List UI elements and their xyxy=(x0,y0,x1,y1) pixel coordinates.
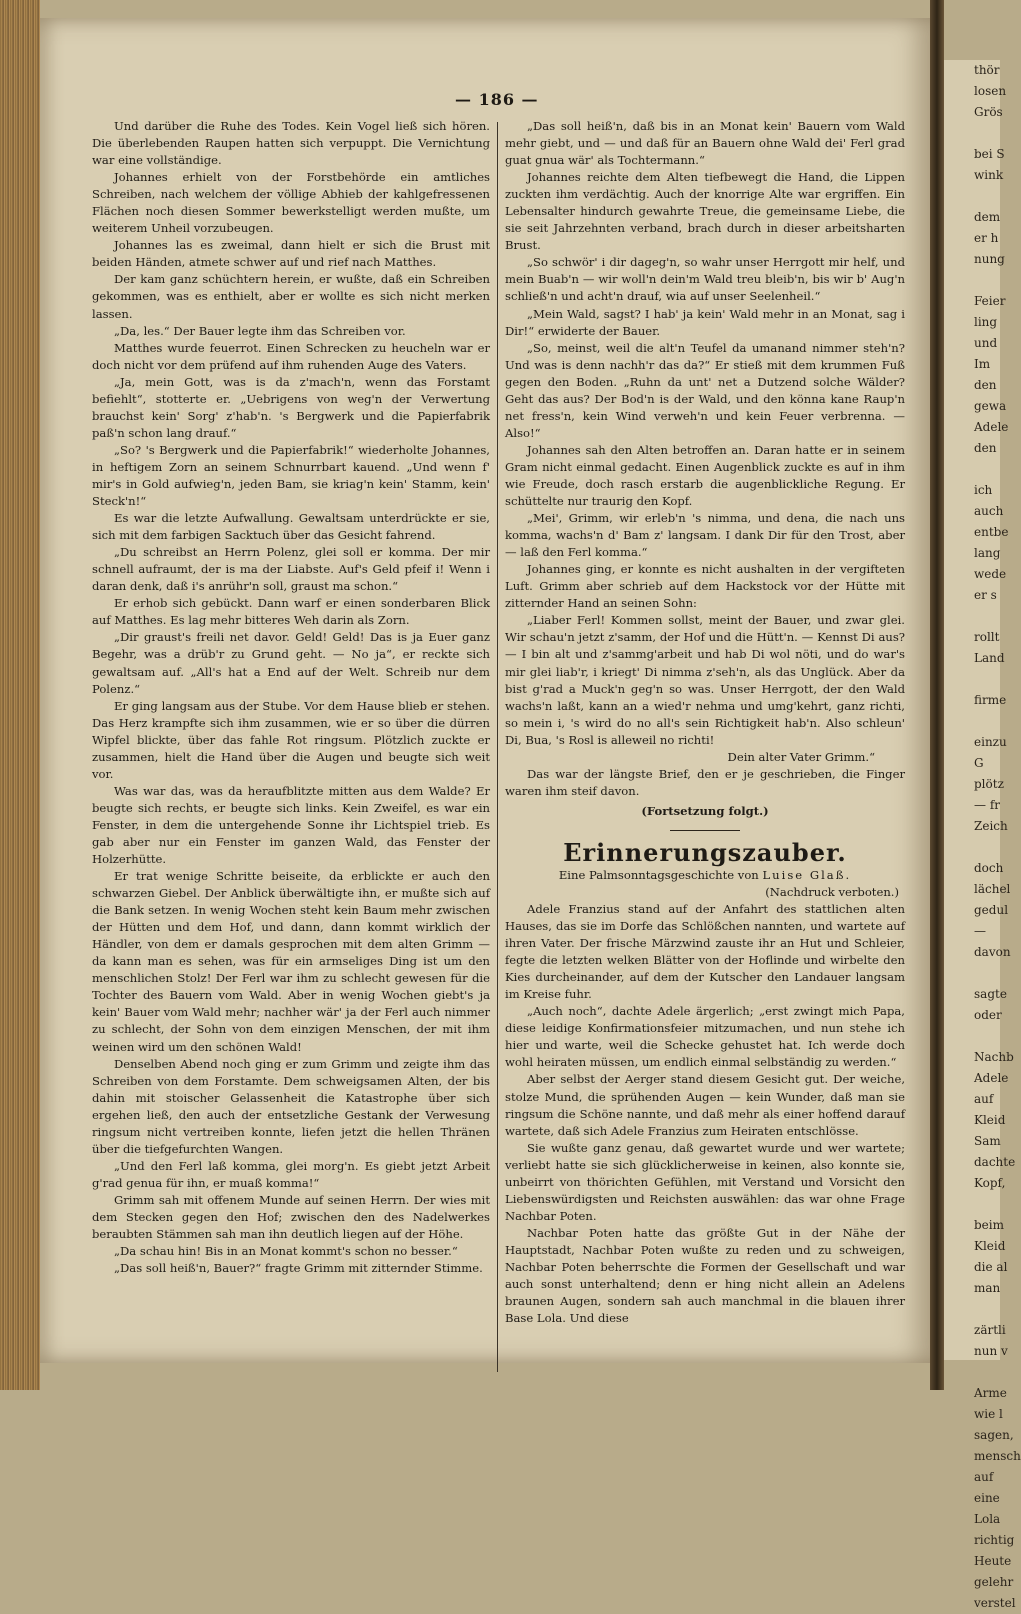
fragment-line: gelehr xyxy=(974,1575,1014,1589)
fragment-line: firme xyxy=(974,693,1007,707)
fragment-line: die al xyxy=(974,1260,1008,1274)
column-divider xyxy=(497,122,498,1372)
fragment-line: mensch xyxy=(974,1449,1021,1463)
fragment-line: man xyxy=(974,1281,1001,1295)
fragment-line: losen xyxy=(974,84,1007,98)
fragment-line: Im xyxy=(974,357,991,371)
separator-rule xyxy=(670,830,740,831)
paragraph: „Dir graust's freili net davor. Geld! Geld! Das is ja Euer ganz Begehr, was a drüb'r zu Grund geht. — No ja“, er reckte sich gewaltsam auf. „All's hat a End auf der Welt. Schreib nur dem Polenz.“ xyxy=(92,630,490,696)
fragment-line xyxy=(944,669,1000,690)
fragment-line xyxy=(944,1194,1000,1215)
paragraph: Johannes reichte dem Alten tiefbewegt die Hand, die Lippen zuckten ihm verdächtig. Auch der knorrige Alte war ergriffen. Ein Lebensalter hindurch gewahrte Treue, die gemeinsame Liebe, die sie seit Jahrzehnten verband, brach durch in dieser arbeitsharten Brust. xyxy=(505,170,905,253)
fragment-line xyxy=(944,270,1000,291)
paragraph: Es war die letzte Aufwallung. Gewaltsam unterdrückte er sie, sich mit dem farbigen Sacktuch über das Gesicht fahrend. xyxy=(92,511,490,543)
paragraph: Aber selbst der Aerger stand diesem Gesicht gut. Der weiche, stolze Mund, die sprühenden Augen — kein Wunder, daß man sie ringsum die Schöne nannte, und daß mehr als einer hoffend darauf wartete, daß sich Adele Franzius zum Heiraten entschlösse. xyxy=(505,1072,905,1138)
fragment-line: Heute xyxy=(974,1554,1012,1568)
fragment-line xyxy=(944,1362,1000,1383)
fragment-line: auf xyxy=(974,1470,994,1484)
fragment-line: den xyxy=(974,378,997,392)
fragment-line: ich xyxy=(974,483,993,497)
fragment-line: Adele xyxy=(974,420,1009,434)
fragment-line: — xyxy=(974,924,986,938)
paragraph: Adele Franzius stand auf der Anfahrt des stattlichen alten Hauses, das sie im Dorfe das Schlößchen nannten, und wartete auf ihren Vater. Der frische Märzwind zauste ihr an Hut und Schleier, fegte die letzten welken Blätter von der Hoflinde und wirbelte den Kies durcheinander, auf dem der Kutscher den Landauer langsam im Kreise fuhr. xyxy=(505,902,905,1002)
fragment-line: thör xyxy=(974,63,1000,77)
fragment-line: bei S xyxy=(974,147,1005,161)
right-column xyxy=(505,118,905,1327)
continued-notice: (Fortsetzung folgt.) xyxy=(641,803,769,818)
fragment-line: den xyxy=(974,441,997,455)
book-gutter xyxy=(930,0,944,1390)
fragment-line: Adele xyxy=(974,1071,1009,1085)
fragment-line xyxy=(944,606,1000,627)
fragment-line: Land xyxy=(974,651,1005,665)
paragraph: „So, meinst, weil die alt'n Teufel da umanand nimmer steh'n? Und was is denn nachh'r das da?“ Er stieß mit dem krummen Fuß gegen den Boden. „Ruhn da unt' net a Dutzend solche Wälder? Geht das aus? Der Bod'n is der Wald, und den könna kane Raup'n net fress'n, kein Wind verweh'n und kein Feuer verbrenna. — Also!“ xyxy=(505,340,905,440)
fragment-line: dachte xyxy=(974,1155,1016,1169)
fragment-line: sagen, xyxy=(974,1428,1014,1442)
fragment-line: oder xyxy=(974,1008,1002,1022)
paragraph: Matthes wurde feuerrot. Einen Schrecken zu heucheln war er doch nicht vor dem prüfend auf ihm ruhenden Auge des Vaters. xyxy=(92,340,490,372)
fragment-line: nung xyxy=(974,252,1005,266)
paragraph: Johannes ging, er konnte es nicht aushalten in der vergifteten Luft. Grimm aber schrieb auf dem Hackstock vor der Hütte mit zitternder Hand an seinen Sohn: xyxy=(505,562,905,611)
fragment-line: wede xyxy=(974,567,1007,581)
fragment-line: Arme xyxy=(974,1386,1007,1400)
paragraph: Grimm sah mit offenem Munde auf seinen Herrn. Der wies mit dem Stecken gegen den Hof; zwischen den des Nadelwerkes beraubten Stämmen sah man ihn deutlich liegen auf der Höhe. xyxy=(92,1192,490,1242)
fragment-line: rollt xyxy=(974,630,1000,644)
paragraph: Er ging langsam aus der Stube. Vor dem Hause blieb er stehen. Das Herz krampfte sich ihm zusammen, wie er so über die dürren Wipfel blickte, über das fahle Rot ringsum. Plötzlich zuckte er zusammen, hielt die Hand über die Augen und beugte sich weit vor. xyxy=(92,698,490,781)
paragraph: Johannes las es zweimal, dann hielt er sich die Brust mit beiden Händen, atmete schwer auf und rief nach Matthes. xyxy=(92,238,490,270)
fragment-line: und xyxy=(974,336,998,350)
fragment-line xyxy=(944,711,1000,732)
fragment-line: G xyxy=(974,756,984,770)
paragraph: „Du schreibst an Herrn Polenz, glei soll er komma. Der mir schnell aufraumt, der is ma der Liabste. Auf's Geld pfeif i! Wenn i daran denk, daß i's anrühr'n soll, graust ma schon.“ xyxy=(92,545,490,594)
paragraph: „Auch noch“, dachte Adele ärgerlich; „erst zwingt mich Papa, diese leidige Konfirmationsfeier mitzumachen, und nun stehe ich hier und warte, weil die Schecke gehustet hat. Ich werde doch wohl heiraten müssen, um endlich einmal selbständig zu werden.“ xyxy=(505,1004,905,1070)
article-title: Erinnerungszauber. xyxy=(563,837,847,867)
fragment-line: beim xyxy=(974,1218,1004,1232)
paragraph: Denselben Abend noch ging er zum Grimm und zeigte ihm das Schreiben von dem Forstamte. Dem schweigsamen Alten, der bis dahin mit stoischer Gelassenheit die Katastrophe über sich ergehen ließ, den auch der entsetzliche Gestank der Verwesung ringsum nicht vertreiben konnte, liefen jetzt die hellen Thränen über die tiefgefurchten Wangen. xyxy=(92,1056,490,1156)
fragment-line: lächel xyxy=(974,882,1011,896)
story-closing-paragraph: Das war der längste Brief, den er je geschrieben, die Finger waren ihm steif davon. xyxy=(505,766,905,798)
fragment-line xyxy=(944,1026,1000,1047)
fragment-line: davon xyxy=(974,945,1011,959)
fragment-line: wink xyxy=(974,168,1004,182)
fragment-line: plötz xyxy=(974,777,1004,791)
paragraph: „So? 's Bergwerk und die Papierfabrik!“ wiederholte Johannes, in heftigem Zorn an seinem Schnurrbart kauend. „Und wenn f' mir's in Gold aufwieg'n, jeden Bam, sie kriag'n kein' Stamm, kein' Steck'n!“ xyxy=(92,442,490,509)
new-story-body xyxy=(505,901,905,1327)
paragraph: Sie wußte ganz genau, daß gewartet wurde und wer wartete; verliebt hatte sie sich glücklicherweise in keinen, also konnte sie, unbeirrt von thörichten Gefühlen, mit Verstand und Vorsicht den Liebenswürdigsten und Reichsten auswählen: das war ohne Frage Nachbar Poten. xyxy=(505,1140,905,1223)
book-page-edges xyxy=(0,0,40,1390)
fragment-line: auf xyxy=(974,1092,994,1106)
paragraph: „Ja, mein Gott, was is da z'mach'n, wenn das Forstamt befiehlt“, stotterte er. „Uebrigens von weg'n der Verwertung brauchst kein' Sorg' z'hab'n. 's Bergwerk und die Papierfabrik paß'n schon lang drauf.“ xyxy=(92,374,490,440)
fragment-line xyxy=(944,459,1000,480)
fragment-line: Nachb xyxy=(974,1050,1014,1064)
paragraph: „Das soll heiß'n, Bauer?“ fragte Grimm mit zitternder Stimme. xyxy=(114,1261,483,1276)
fragment-line: lang xyxy=(974,546,1001,560)
paragraph: Er trat wenige Schritte beiseite, da erblickte er auch den schwarzen Giebel. Der Anblick überwältigte ihn, er mußte sich auf die Bank setzen. In wenig Wochen steht kein Baum mehr zwischen der Hütten und dem Hof, und dann, dann kommt wirklich der Händler, von dem er damals gesprochen mit dem alten Grimm — da kann man es sehen, was für ein armseliges Ding ist um den menschlichen Stolz! Der Ferl war ihm zu schlecht gewesen für die Tochter des Bauern vom Wald. Aber in wenig Wochen giebt's ja kein' Bauer vom Wald mehr; nachher wär' ja der Ferl auch nimmer zu schlecht, der Sohn von dem einzigen Menschen, der mit ihm weinen wird um den schönen Wald! xyxy=(92,869,490,1054)
fragment-line: wie l xyxy=(974,1407,1003,1421)
paragraph: „Liaber Ferl! Kommen sollst, meint der Bauer, und zwar glei. Wir schau'n jetzt z'samm, der Hof und die Hütt'n. — Kennst Di aus? — I bin alt und z'sammg'arbeit und hab Di wol nöti, und do war's mir glei liab'r, i kriegt' Di nimma z'seh'n, als das Unglück. Aber da bist g'rad a Muck'n geg'n so was. Unser Herrgott, der den Wald wachs'n laßt, kann an a wied'r nehma und umg'kehrt, ganz richti, so mein i, 's wird do no all's sein Richtigkeit hab'n. Also schleun' Di, Bua, 's Rosl is alleweil no richti! xyxy=(505,613,905,747)
fragment-line: Zeich xyxy=(974,819,1008,833)
paragraph: „Da schau hin! Bis in an Monat kommt's schon no besser.“ xyxy=(114,1244,458,1259)
paragraph: „Mein Wald, sagst? I hab' ja kein' Wald mehr in an Monat, sag i Dir!“ erwiderte der Bauer. xyxy=(505,306,905,338)
adjacent-page-fragment xyxy=(944,60,1021,1610)
fragment-line: einzu xyxy=(974,735,1007,749)
paragraph: Nachbar Poten hatte das größte Gut in der Nähe der Hauptstadt, Nachbar Poten wußte zu reden und zu schweigen, Nachbar Poten beherrschte die Formen der Gesellschaft und war auch sonst unterhaltend; denn er hing nicht allein an Adelens braunen Augen, sondern sah auch manchmal in die blauen ihrer Base Lola. Und diese xyxy=(505,1225,905,1326)
fragment-line: Kopf, xyxy=(974,1176,1006,1190)
fragment-line: Lola xyxy=(974,1512,1001,1526)
paragraph: Was war das, was da heraufblitzte mitten aus dem Walde? Er beugte sich rechts, er beugte sich links. Kein Zweifel, es war ein Fenster, in dem die untergehende Sonne ihr Lichtspiel trieb. Es gab aber nur ein Fenster im ganzen Wald, das Fenster der Holzerhütte. xyxy=(92,783,490,867)
paragraph: Johannes erhielt von der Forstbehörde ein amtliches Schreiben, nach welchem der völlige Abhieb der kahlgefressenen Flächen noch diesen Sommer bewerkstelligt werden mußte, um weiterem Unheil vorzubeugen. xyxy=(92,170,490,236)
article-author: Luise Glaß. xyxy=(762,867,852,882)
subtitle-prefix: Eine Palmsonntagsgeschichte von xyxy=(558,867,759,882)
fragment-line: doch xyxy=(974,861,1004,875)
fragment-line: nun v xyxy=(974,1344,1008,1358)
fragment-line: eine xyxy=(974,1491,1000,1505)
fragment-line: auch xyxy=(974,504,1004,518)
left-column xyxy=(92,118,490,1277)
letter-signature: Dein alter Vater Grimm.“ xyxy=(727,749,875,764)
paragraph: Johannes sah den Alten betroffen an. Daran hatte er in seinem Gram nicht einmal gedacht. Einen Augenblick zuckte es auf in ihm wie Freude, doch rasch erstarb die augenblickliche Regung. Er schüttelte nur traurig den Kopf. xyxy=(505,442,905,509)
fragment-line: Grös xyxy=(974,105,1003,119)
paragraph: „Und den Ferl laß komma, glei morg'n. Es giebt jetzt Arbeit g'rad genua für ihn, er muaß komma!“ xyxy=(92,1158,490,1190)
fragment-line xyxy=(944,186,1000,207)
fragment-line: dem xyxy=(974,210,1001,224)
paragraph: „So schwör' i dir dageg'n, so wahr unser Herrgott mir helf, und mein Buab'n — wir woll'n dein'm Wald treu bleib'n, bis wir b' Aug'n schließ'n und acht'n drauf, wia auf unser Seelenheil.“ xyxy=(505,255,905,304)
fragment-line: sagte xyxy=(974,987,1007,1001)
fragment-line: entbe xyxy=(974,525,1009,539)
fragment-line: verstel xyxy=(974,1596,1016,1610)
fragment-line: gedul xyxy=(974,903,1009,917)
paragraph: Und darüber die Ruhe des Todes. Kein Vogel ließ sich hören. Die überlebenden Raupen hatten sich verpuppt. Die Vernichtung war eine vollständige. xyxy=(92,119,490,168)
fragment-line xyxy=(944,1299,1000,1320)
fragment-line xyxy=(944,963,1000,984)
article-subtitle xyxy=(505,867,905,884)
fragment-line: richtig xyxy=(974,1533,1015,1547)
story-continuation xyxy=(505,118,905,749)
fragment-line: zärtli xyxy=(974,1323,1006,1337)
fragment-line: ling xyxy=(974,315,998,329)
fragment-line: er s xyxy=(974,588,997,602)
fragment-line: Kleid xyxy=(974,1239,1006,1253)
fragment-line xyxy=(944,123,1000,144)
paragraph: Er erhob sich gebückt. Dann warf er einen sonderbaren Blick auf Matthes. Es lag mehr bitteres Weh darin als Zorn. xyxy=(92,596,490,628)
fragment-line: — fr xyxy=(974,798,1000,812)
fragment-line: Kleid xyxy=(974,1113,1006,1127)
paragraph: „Das soll heiß'n, daß bis in an Monat kein' Bauern vom Wald mehr giebt, und — und daß für an Bauern ohne Wald dei' Ferl grad guat gnua wär' als Tochtermann.“ xyxy=(505,119,905,168)
fragment-line: Feier xyxy=(974,294,1006,308)
fragment-line: er h xyxy=(974,231,999,245)
reprint-notice: (Nachdruck verboten.) xyxy=(765,884,899,899)
fragment-line xyxy=(944,837,1000,858)
paragraph: Der kam ganz schüchtern herein, er wußte, daß ein Schreiben gekommen, was es enthielt, aber er wollte es sich nicht merken lassen. xyxy=(92,272,490,321)
paragraph: „Da, les.“ Der Bauer legte ihm das Schreiben vor. xyxy=(114,323,406,338)
page-number: — 186 — xyxy=(455,90,539,109)
paragraph: „Mei', Grimm, wir erleb'n 's nimma, und dena, die nach uns komma, wachs'n d' Bam z' langsam. I dank Dir für den Trost, aber — laß den Ferl komma.“ xyxy=(505,511,905,560)
fragment-line: Sam xyxy=(974,1134,1001,1148)
fragment-line: gewa xyxy=(974,399,1007,413)
